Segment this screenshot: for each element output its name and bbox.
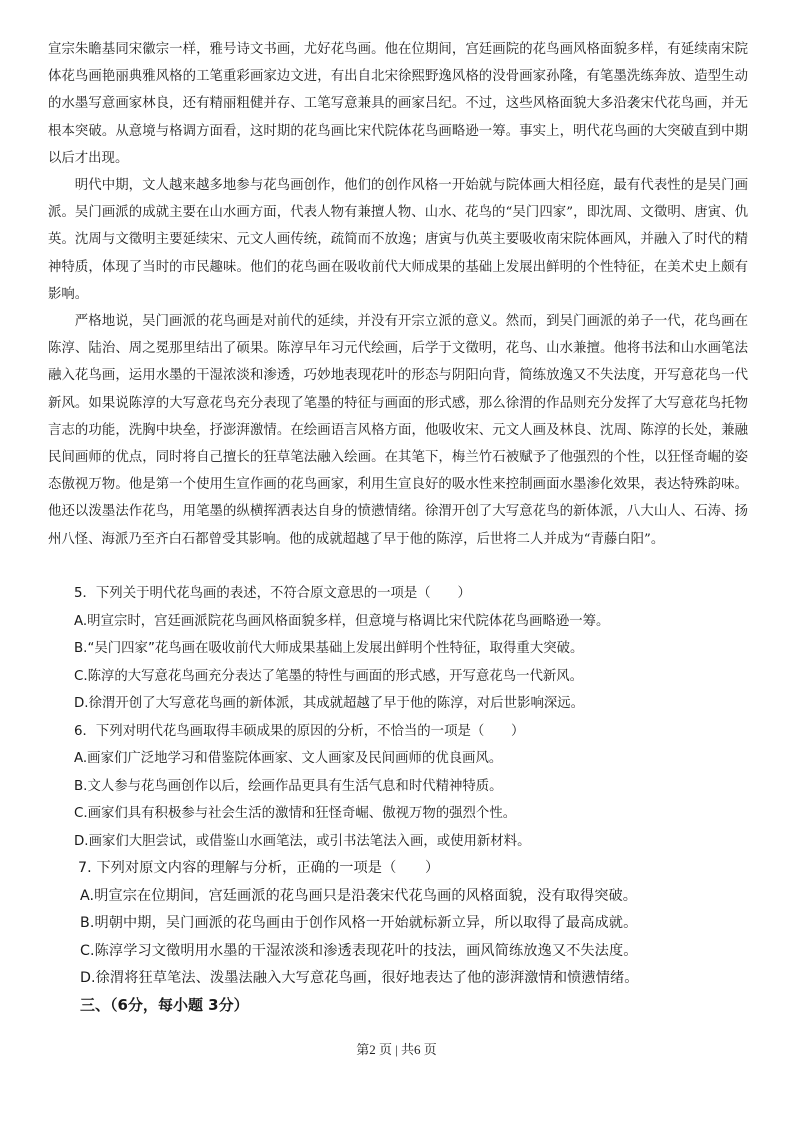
passage-paragraph-2: 明代中期，文人越来越多地参与花鸟画创作，他们的创作风格一开始就与院体画大相径庭，最有代表性的是吴门画派。吴门画派的成就主要在山水画方面，代表人物有兼擅人物、山水、花鸟的“吴门四家”，即沈周、文徵明、唐寅、仇英。沈周与文徵明主要延续宋、元文人画传统，疏简而不放逸；唐寅与仇英主要吸收南宋院体画风，并融入了时代的精神特质，体现了当时的市民趣味。他们的花鸟画在吸收前代大师成果的基础上发展出鲜明的个性特征，在美术史上颇有影响。 [48,178,748,302]
section-heading: 三、（6分，每小题 3分） [80,996,249,1014]
option-d: D.画家们大胆尝试，或借鉴山水画笔法，或引书法笔法入画，或使用新材料。 [74,833,531,849]
passage-paragraph-1: 宣宗朱瞻基同宋徽宗一样，雅号诗文书画，尤好花鸟画。他在位期间，宫廷画院的花鸟画风格面貌多样，有延续南宋院体花鸟画艳丽典雅风格的工笔重彩画家边文进，有出自北宋徐熙野逸风格的没骨画家孙隆，有笔墨洗练奔放、造型生动的水墨写意画家林良，还有精丽粗健并存、工笔写意兼具的画家吕纪。不过，这些风格面貌大多沿袭宋代花鸟画，并无根本突破。从意境与格调方面看，这时期的花鸟画比宋代院体花鸟画略逊一筹。事实上，明代花鸟画的大突破直到中期以后才出现。 [48,42,748,166]
question-list [48,580,748,993]
option-c: C.陈淳的大写意花鸟画充分表达了笔墨的特性与画面的形式感，开写意花鸟一代新风。 [74,668,584,684]
option-c: C.陈淳学习文徵明用水墨的干湿浓淡和渗透表现花叶的技法，画风简练放逸又不失法度。 [80,942,638,959]
question-5 [48,580,748,718]
option-b: B.文人参与花鸟画创作以后，绘画作品更具有生活气息和时代精神特质。 [74,778,503,794]
option-d: D.徐渭开创了大写意花鸟画的新体派，其成就超越了早于他的陈淳，对后世影响深远。 [74,696,585,711]
reading-passage [48,36,748,553]
question-7 [48,855,748,993]
question-6 [48,718,748,856]
option-a: A.画家们广泛地学习和借鉴院体画家、文人画家及民间画师的优良画风。 [74,751,503,766]
page-footer: 第2 页 | 共6 页 [356,1042,437,1057]
option-a: A.明宣宗在位期间，宫廷画派的花鸟画只是沿袭宋代花鸟画的风格面貌，没有取得突破。 [80,887,638,904]
option-a: A.明宣宗时，宫廷画派院花鸟画风格面貌多样，但意境与格调比宋代院体花鸟画略逊一筹。 [74,613,610,629]
option-b: B.明朝中期，吴门画派的花鸟画由于创作风格一开始就标新立异，所以取得了最高成就。 [80,915,638,931]
option-b: B.“吴门四家”花鸟画在吸收前代大师成果基础上发展出鲜明个性特征，取得重大突破。 [74,641,584,656]
passage-paragraph-3: 严格地说，吴门画派的花鸟画是对前代的延续，并没有开宗立派的意义。然而，到吴门画派的弟子一代，花鸟画在陈淳、陆治、周之冕那里结出了硕果。陈淳早年习元代绘画，后学于文徵明，花鸟、山水兼擅。他将书法和山水画笔法融入花鸟画，运用水墨的干湿浓淡和渗透，巧妙地表现花叶的形态与阴阳向背，简练放逸又不失法度，开写意花鸟一代新风。如果说陈淳的大写意花鸟充分表现了笔墨的特征与画面的形式感，那么徐渭的作品则充分发挥了大写意花鸟托物言志的功能，洗胸中块垒，抒澎湃激情。在绘画语言风格方面，他吸收宋、元文人画及林良、沈周、陈淳的长处，兼融民间画师的优点，同时将自己擅长的狂草笔法融入绘画。在其笔下，梅兰竹石被赋予了他强烈的个性，以狂怪奇崛的姿态傲视万物。他是第一个使用生宣作画的花鸟画家，利用生宣良好的吸水性来控制画面水墨渗化效果，表达特殊韵味。他还以泼墨法作花鸟，用笔墨的纵横挥洒表达自身的愤懑情绪。徐渭开创了大写意花鸟的新体派，八大山人、石涛、扬州八怪、海派乃至齐白石都曾受其影响。他的成就超越了早于他的陈淳，后世将二人并成为“青藤白阳”。 [48,314,748,547]
option-d: D.徐渭将狂草笔法、泼墨法融入大写意花鸟画，很好地表达了他的澎湃激情和愤懑情绪。 [80,970,639,986]
question-stem: 6．下列对明代花鸟画取得丰硕成果的原因的分析，不恰当的一项是（ ） [74,723,525,739]
question-stem: 7. 下列对原文内容的理解与分析，正确的一项是（ ） [78,860,440,876]
question-stem: 5．下列关于明代花鸟画的表述，不符合原文意思的一项是（ ） [74,586,471,601]
option-c: C.画家们具有积极参与社会生活的激情和狂怪奇崛、傲视万物的强烈个性。 [74,806,517,821]
